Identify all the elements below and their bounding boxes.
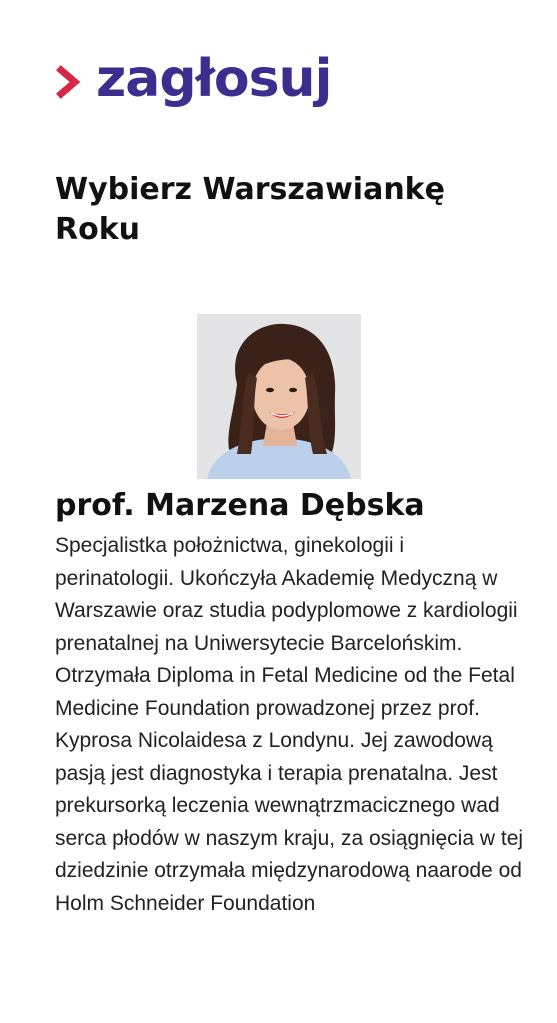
portrait-photo bbox=[197, 314, 361, 479]
chevron-right-icon bbox=[56, 64, 82, 100]
candidate-bio: Specjalistka położnictwa, ginekologii i perinatologii. Ukończyła Akademię Medyczną w Warszawie oraz studia podyplomowe z kardiologii prenatalnej na Uniwersytecie Barcelońskim. Otrzymała Diploma in Fetal Medicine od the Fetal Medicine Foundation prowadzonej przez prof. Kyprosa Nicolaidesa z Londynu. Jej zawodową pasją jest diagnostyka i terapia prenatalna. Jest prekursorką leczenia wewnątrzmacicznego wad serca płodów w naszym kraju, za osiągnięcia w tej dziedzinie otrzymała międzynarodową naarode od Holm Schneider Foundation bbox=[55, 534, 524, 915]
page-title: Wybierz Warszawiankę Roku bbox=[55, 172, 445, 247]
logo[interactable] bbox=[56, 44, 331, 114]
candidate-name: prof. Marzena Dębska bbox=[55, 488, 425, 523]
logo-text: zagłosuj bbox=[96, 49, 332, 109]
